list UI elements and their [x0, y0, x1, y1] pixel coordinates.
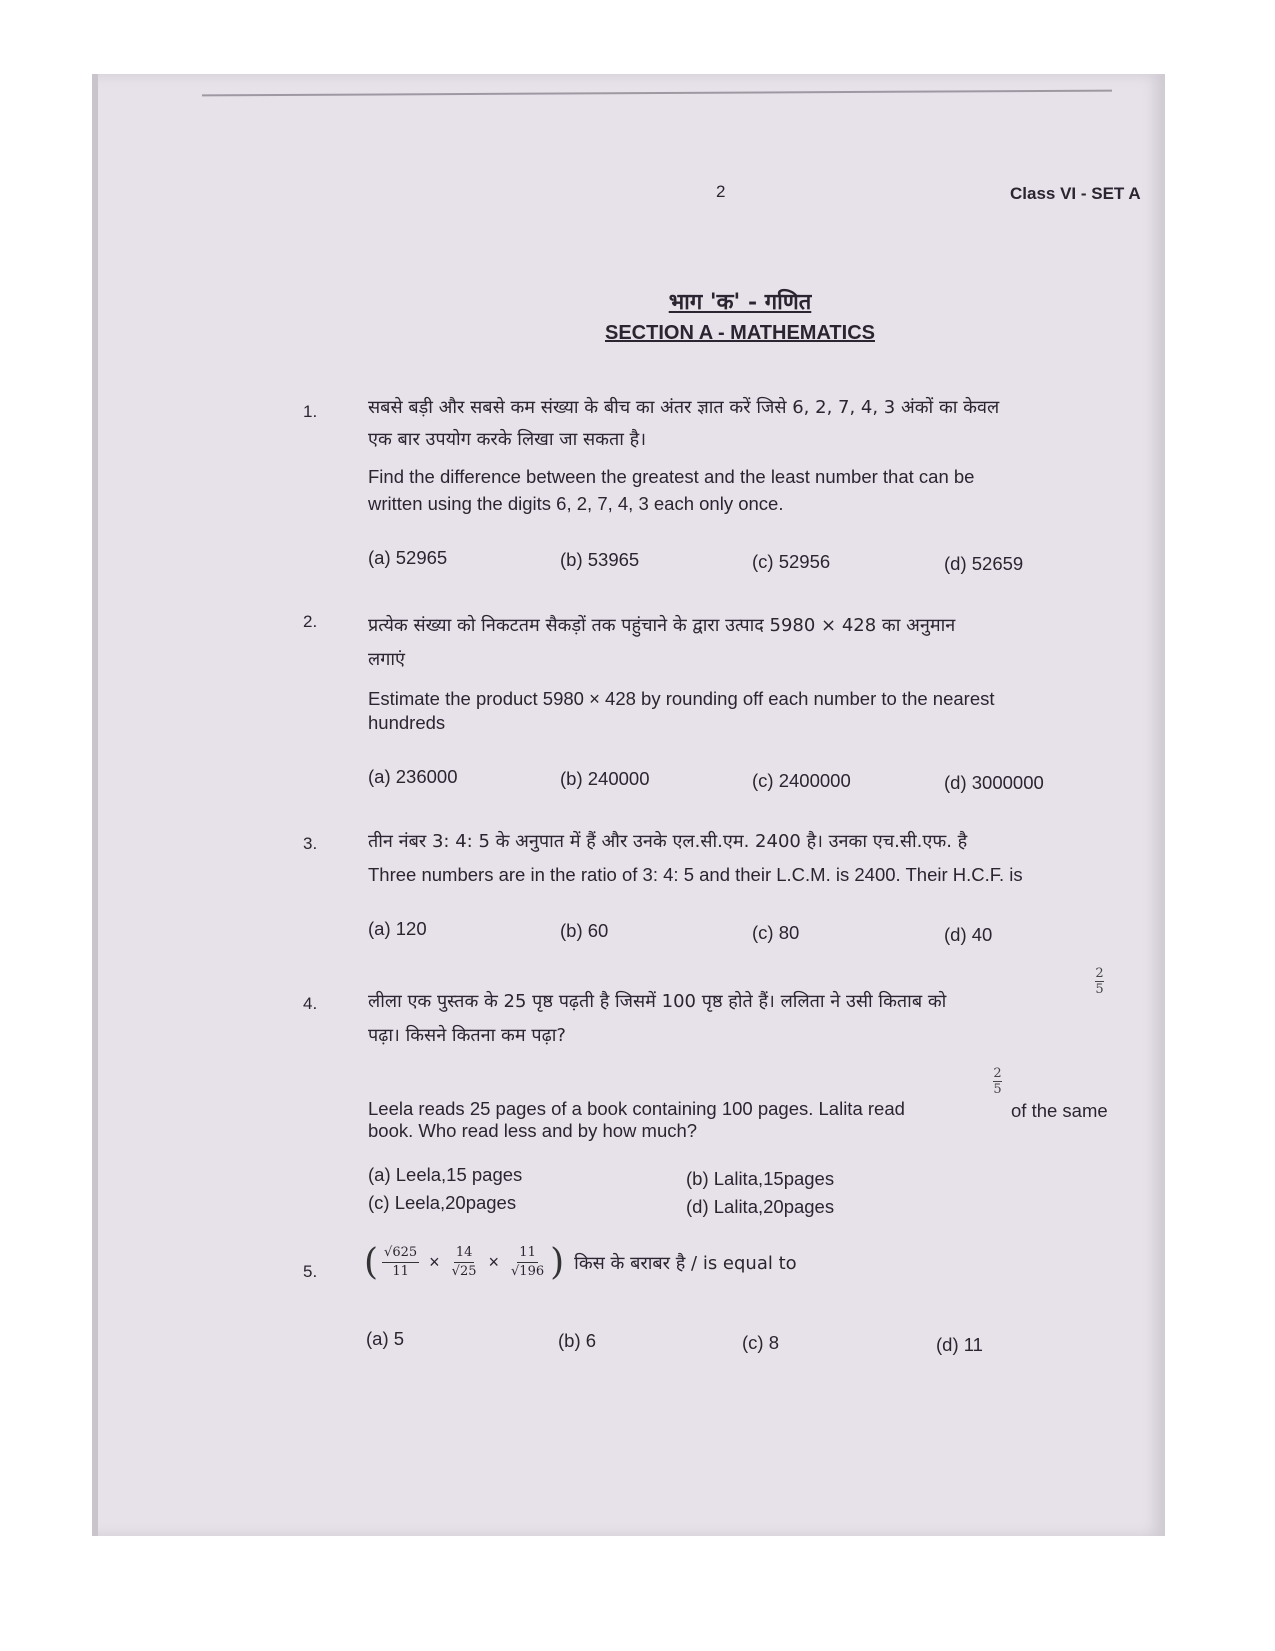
question-3-option-c: (c) 80	[752, 922, 800, 943]
question-3-number: 3.	[303, 834, 318, 853]
question-5-text: किस के बराबर है / is equal to	[574, 1252, 797, 1274]
fraction-1	[382, 1245, 419, 1280]
fraction-1-denominator: 11	[392, 1264, 409, 1279]
question-1-option-d: (d) 52659	[944, 553, 1024, 574]
fraction-3	[509, 1245, 546, 1280]
fraction-3-denominator: √196	[511, 1264, 545, 1279]
fraction-2-numerator: 14	[454, 1245, 475, 1263]
page-number: 2	[716, 182, 726, 201]
question-2-number: 2.	[303, 612, 318, 631]
fraction-denominator: 5	[993, 1082, 1002, 1097]
top-rule	[202, 90, 1112, 97]
fraction-1-numerator: √625	[382, 1245, 419, 1263]
question-4-english-line2: book. Who read less and by how much?	[368, 1120, 698, 1141]
question-3-option-d: (d) 40	[944, 924, 993, 945]
section-title-english: SECTION A - MATHEMATICS	[605, 322, 875, 344]
question-4-english-line1b: of the same	[1011, 1100, 1108, 1121]
question-1-english-line2: written using the digits 6, 2, 7, 4, 3 each only once.	[368, 493, 784, 514]
fraction-2-denominator: √25	[451, 1264, 477, 1279]
question-2-option-d: (d) 3000000	[944, 772, 1044, 793]
question-5-option-d: (d) 11	[936, 1334, 983, 1355]
question-3-option-a: (a) 120	[368, 918, 427, 939]
question-1-number: 1.	[303, 402, 318, 421]
question-1-option-b: (b) 53965	[560, 549, 640, 570]
close-paren: )	[550, 1242, 565, 1283]
question-2-english-line1: Estimate the product 5980 × 428 by rounding off each number to the nearest	[368, 688, 995, 709]
class-set-label: Class VI - SET A	[1010, 184, 1141, 203]
times-sign: ×	[488, 1252, 500, 1272]
question-2-option-c: (c) 2400000	[752, 770, 851, 791]
question-3-hindi-line1: तीन नंबर 3: 4: 5 के अनुपात में हैं और उनके एल.सी.एम. 2400 है। उनका एच.सी.एफ. है	[368, 831, 968, 852]
question-5-option-a: (a) 5	[366, 1328, 405, 1349]
question-2-english-line2: hundreds	[368, 712, 446, 733]
question-5-option-c: (c) 8	[742, 1332, 779, 1353]
question-2-hindi-line2: लगाएं	[368, 649, 405, 670]
times-sign: ×	[429, 1252, 440, 1272]
question-1-option-c: (c) 52956	[752, 551, 831, 572]
question-4-option-a: (a) Leela,15 pages	[368, 1164, 523, 1185]
question-4-english-line1a: Leela reads 25 pages of a book containing 100 pages. Lalita read	[368, 1098, 905, 1119]
question-4-hindi-fraction	[1095, 966, 1104, 997]
question-3-english-line1: Three numbers are in the ratio of 3: 4: 5 and their L.C.M. is 2400. Their H.C.F. is	[368, 864, 1023, 885]
question-3-option-b: (b) 60	[560, 920, 609, 941]
question-4-hindi-line1: लीला एक पुस्तक के 25 पृष्ठ पढ़ती है जिसमें 100 पृष्ठ होते हैं। ललिता ने उसी किताब को	[368, 991, 947, 1012]
question-4-option-c: (c) Leela,20pages	[368, 1192, 517, 1213]
question-4-hindi-line2: पढ़ा। किसने कितना कम पढ़ा?	[368, 1025, 566, 1046]
open-paren: (	[364, 1242, 379, 1283]
question-2-option-a: (a) 236000	[368, 766, 458, 787]
section-title-hindi: भाग 'क' - गणित	[668, 289, 812, 315]
question-5-number: 5.	[303, 1262, 318, 1281]
question-1-option-a: (a) 52965	[368, 547, 448, 568]
fraction-numerator: 2	[993, 1066, 1002, 1081]
question-4-english-fraction	[993, 1066, 1002, 1097]
fraction-denominator: 5	[1095, 982, 1104, 997]
fraction-3-numerator: 11	[517, 1245, 538, 1263]
fraction-numerator: 2	[1095, 966, 1104, 981]
question-4-option-b: (b) Lalita,15pages	[686, 1168, 835, 1189]
question-4-option-d: (d) Lalita,20pages	[686, 1196, 835, 1217]
question-2-hindi-line1: प्रत्येक संख्या को निकटतम सैकड़ों तक पहुंचाने के द्वारा उत्पाद 5980 × 428 का अनुमान	[368, 615, 956, 636]
fraction-2	[450, 1245, 479, 1280]
question-1-hindi-line1: सबसे बड़ी और सबसे कम संख्या के बीच का अंतर ज्ञात करें जिसे 6, 2, 7, 4, 3 अंकों का केवल	[368, 397, 1000, 418]
question-5-expression	[364, 1242, 797, 1283]
question-1-hindi-line2: एक बार उपयोग करके लिखा जा सकता है।	[368, 429, 647, 450]
question-4-number: 4.	[303, 994, 318, 1013]
question-2-option-b: (b) 240000	[560, 768, 650, 789]
question-5-option-b: (b) 6	[558, 1330, 597, 1351]
question-1-english-line1: Find the difference between the greatest and the least number that can be	[368, 466, 975, 487]
